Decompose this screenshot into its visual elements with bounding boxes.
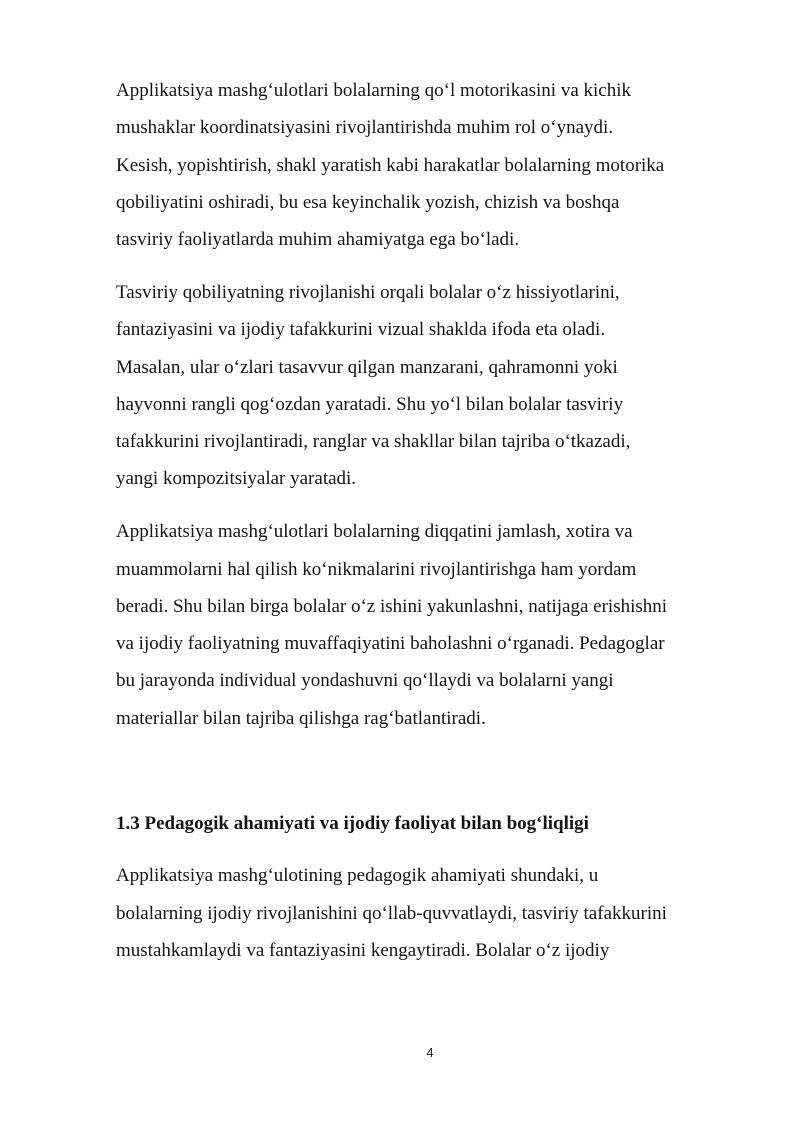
text-line: tasviriy faoliyatlarda muhim ahamiyatga ega boʻladi. (116, 229, 520, 251)
text-line: Applikatsiya mashgʻulotlari bolalarning qoʻl motorikasini va kichik (116, 80, 632, 101)
text-line: yangi kompozitsiyalar yaratadi. (116, 468, 357, 490)
section-heading: 1.3 Pedagogik ahamiyati va ijodiy faoliyat bilan bogʻliqligi (116, 813, 589, 835)
paragraph-attention-memory (116, 513, 746, 737)
text-line: hayvonni rangli qogʻozdan yaratadi. Shu yoʻl bilan bolalar tasviriy (116, 393, 624, 415)
page-number: 4 (426, 1045, 434, 1060)
text-line: mustahkamlaydi va fantaziyasini kengaytiradi. Bolalar oʻz ijodiy (116, 939, 610, 961)
paragraph-motor-skills (116, 72, 746, 258)
text-line: Masalan, ular oʻzlari tasavvur qilgan manzarani, qahramonni yoki (116, 356, 618, 378)
text-line: muammolarni hal qilish koʻnikmalarini rivojlantirishga ham yordam (116, 558, 637, 580)
text-line: beradi. Shu bilan birga bolalar oʻz ishini yakunlashni, natijaga erishishni (116, 595, 668, 617)
text-line: Applikatsiya mashgʻulotlari bolalarning diqqatini jamlash, xotira va (116, 521, 633, 543)
paragraph-pedagogical-significance (116, 857, 746, 969)
text-line: materiallar bilan tajriba qilishga ragʻbatlantiradi. (116, 707, 486, 729)
text-line: bu jarayonda individual yondashuvni qoʻllaydi va bolalarni yangi (116, 670, 614, 692)
text-line: Kesish, yopishtirish, shakl yaratish kabi harakatlar bolalarning motorika (116, 154, 665, 176)
text-line: mushaklar koordinatsiyasini rivojlantirishda muhim rol oʻynaydi. (116, 117, 614, 139)
page-content (116, 72, 746, 985)
text-line: tafakkurini rivojlantiradi, ranglar va shakllar bilan tajriba oʻtkazadi, (116, 431, 631, 453)
text-line: va ijodiy faoliyatning muvaffaqiyatini baholashni oʻrganadi. Pedagoglar (116, 633, 665, 655)
text-line: qobiliyatini oshiradi, bu esa keyinchalik yozish, chizish va boshqa (116, 191, 620, 213)
text-line: fantaziyasini va ijodiy tafakkurini vizual shaklda ifoda eta oladi. (116, 319, 606, 341)
text-line: Applikatsiya mashgʻulotining pedagogik ahamiyati shundaki, u (116, 865, 599, 887)
text-line: bolalarning ijodiy rivojlanishini qoʻllab-quvvatlaydi, tasviriy tafakkurini (116, 902, 667, 924)
text-line: Tasviriy qobiliyatning rivojlanishi orqali bolalar oʻz hissiyotlarini, (116, 281, 620, 303)
paragraph-visual-abilities (116, 274, 746, 498)
